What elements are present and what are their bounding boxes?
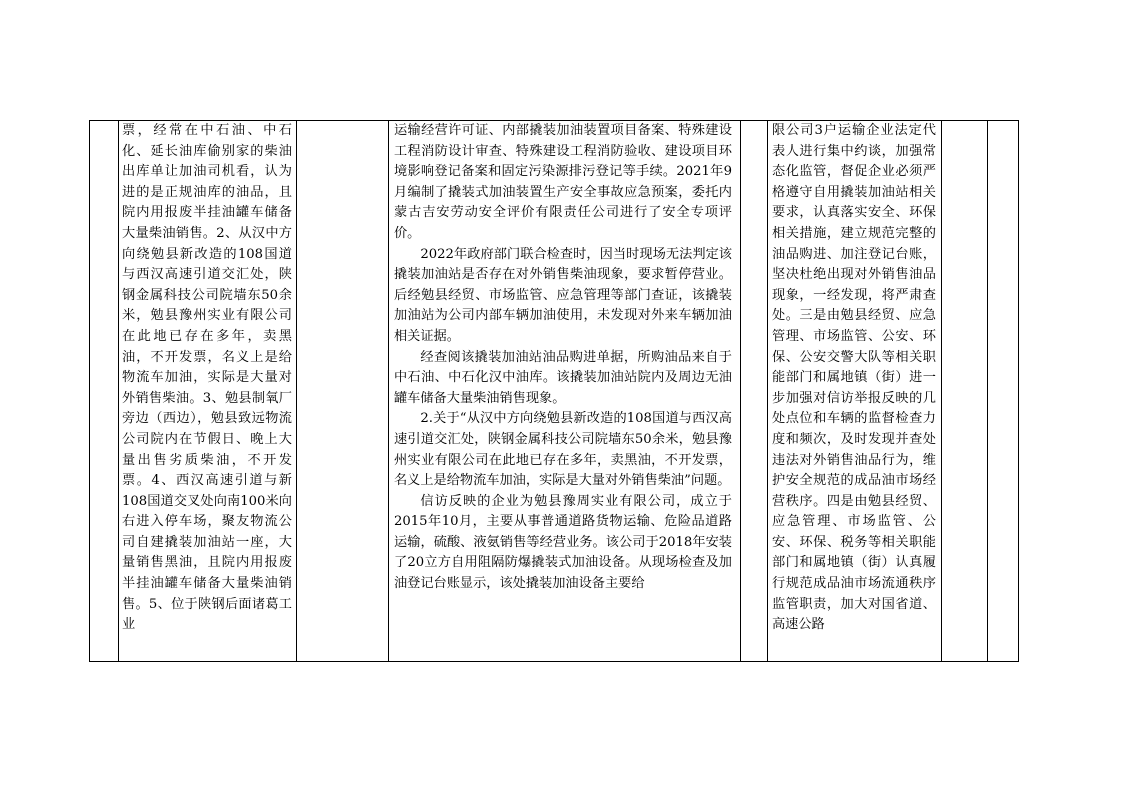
measures-text: 限公司3户运输企业法定代表人进行集中约谈，加强常态化监管，督促企业必须严格遵守自用撬装加油站相关要求，认真落实安全、环保相关措施，建立规范完整的油品购进、加注登记台账，坚决杜绝出现对外销售油品现象，一经发现，将严肃查处。三是由勉县经贸、应急管理、市场监管、公安、环保、公安交警大队等相关职能部门和属地镇（街）进一步加强对信访举报反映的几处点位和车辆的监督检查力度和频次，及时发现并查处违法对外销售油品行为，维护安全规范的成品油市场经营秩序。四是由勉县经贸、应急管理、市场监管、公安、环保、税务等相关职能部门和属地镇（街）认真履行规范成品油市场流通秩序监管职责，加大对国省道、高速公路 [772,123,936,633]
column-divider [740,121,741,661]
findings-paragraph: 2022年政府部门联合检查时，因当时现场无法判定该撬装加油站是否存在对外销售柴油现象，要求暂停营业。后经勉县经贸、市场监管、应急管理等部门查证，该撬装加油站为公司内部车辆加油使用，未发现对外来车辆加油相关证据。 [394,246,732,344]
findings-paragraph: 2.关于“从汉中方向绕勉县新改造的108国道与西汉高速引道交汇处，陕钢金属科技公司院墙东50余米，勉县豫州实业有限公司在此地已存在多年，卖黑油，不开发票，名义上是给物流车加油，实际是大量对外销售柴油”问题。 [394,411,732,489]
rectification-measures-cell [767,121,941,661]
investigation-findings-cell [388,121,740,661]
findings-paragraph: 信访反映的企业为勉县豫周实业有限公司，成立于2015年10月，主要从事普通道路货物运输、危险品道路运输，硫酸、液氨销售等经营业务。该公司于2018年安装了20立方自用阻隔防爆撬装式加油设备。从现场检查及加油登记台账显示，该处撬装加油设备主要给 [394,493,732,592]
document-table [89,120,1019,662]
column-divider [941,121,942,661]
complaint-content-cell [118,121,296,661]
findings-paragraph: 运输经营许可证、内部撬装加油装置项目备案、特殊建设工程消防设计审查、特殊建设工程消防验收、建设项目环境影响登记备案和固定污染源排污登记等手续。2021年9月编制了撬装式加油装置生产安全事故应急预案，委托内蒙古吉安劳动安全评价有限责任公司进行了安全专项评价。 [394,123,732,241]
complaint-text: 票，经常在中石油、中石化、延长油库偷别家的柴油出库单让加油司机看，认为进的是正规油库的油品，且院内用报废半挂油罐车储备大量柴油销售。2、从汉中方向绕勉县新改造的108国道与西汉高速引道交汇处，陕钢金属科技公司院墙东50余米，勉县豫州实业有限公司在此地已存在多年，卖黑油，不开发票，名义上是给物流车加油，实际是大量对外销售柴油。3、勉县制氧厂旁边（西边），勉县致远物流公司院内在节假日、晚上大量出售劣质柴油，不开发票。4、西汉高速引道与新108国道交叉处向南100米向右进入停车场，聚友物流公司自建撬装加油站一座，大量销售黑油，且院内用报废半挂油罐车储备大量柴油销售。5、位于陕钢后面诸葛工业 [122,123,292,633]
column-divider [987,121,988,661]
column-divider [296,121,297,661]
findings-paragraph: 经查阅该撬装加油站油品购进单据，所购油品来自于中石油、中石化汉中油库。该撬装加油站院内及周边无油罐车储备大量柴油销售现象。 [394,349,732,406]
